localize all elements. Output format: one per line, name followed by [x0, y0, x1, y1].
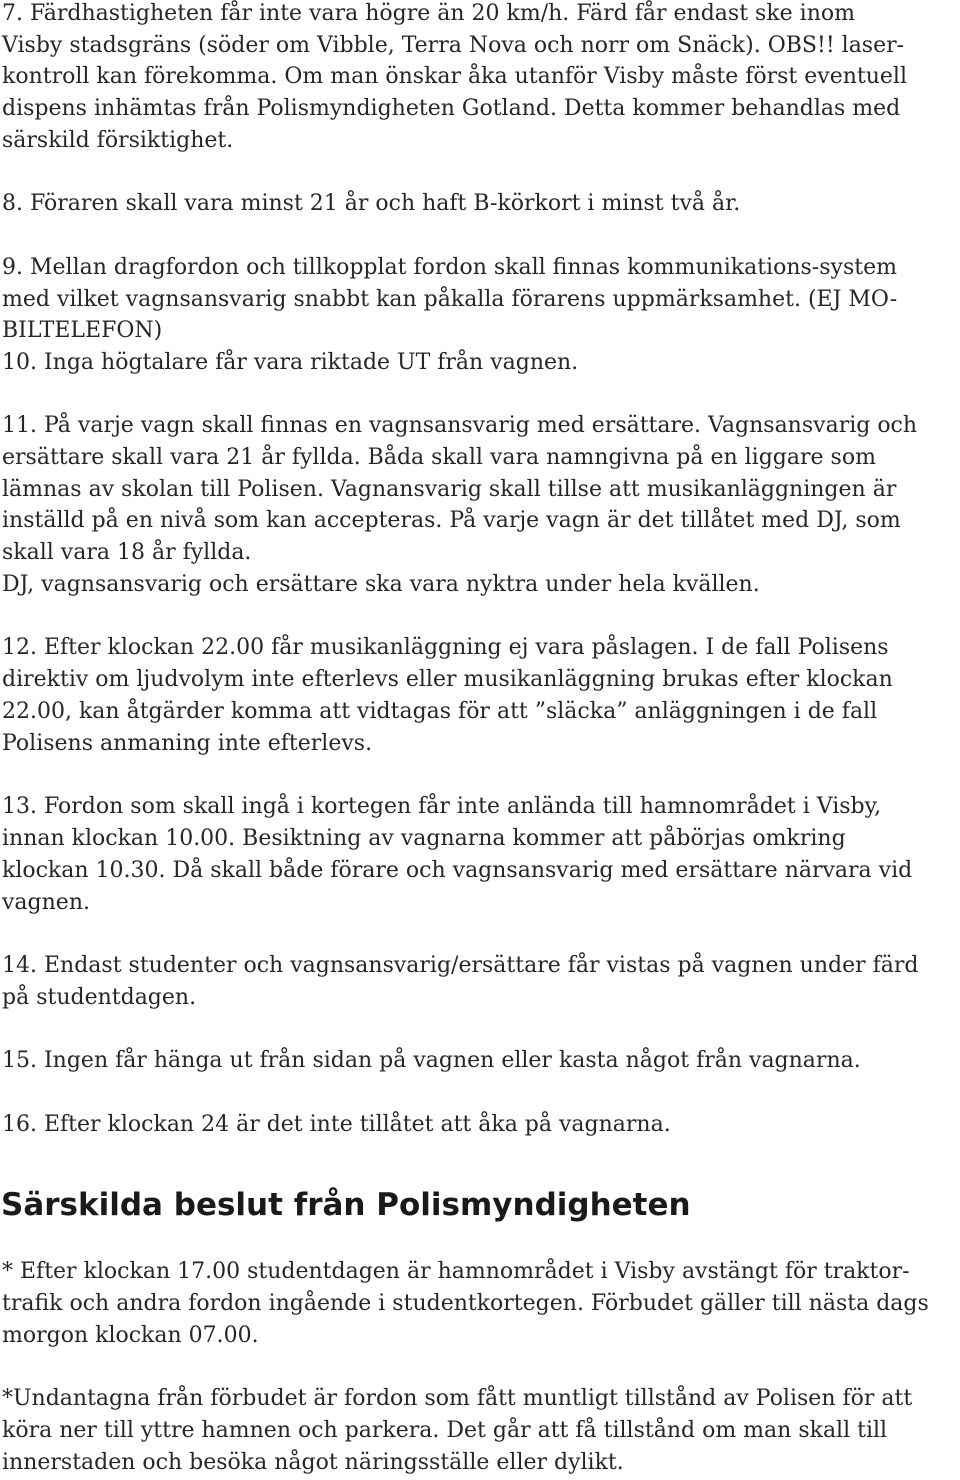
rule-11-line-4: inställd på en nivå som kan accepteras. På varje vagn är det tillåtet med DJ, som: [2, 508, 901, 533]
rule-7-line-5: särskild försiktighet.: [2, 128, 234, 153]
note-2-line-3: innerstaden och besöka något näringsställe eller dylikt.: [2, 1450, 624, 1475]
rule-12-line-3: 22.00, kan åtgärder komma att vidtagas för att ”släcka” anläggningen i de fall: [2, 699, 878, 724]
section-heading: Särskilda beslut från Polismyndigheten: [1, 1187, 691, 1223]
rule-12-line-4: Polisens anmaning inte efterlevs.: [2, 731, 373, 756]
rule-14-line-1: 14. Endast studenter och vagnsansvarig/ersättare får vistas på vagnen under färd: [2, 953, 919, 978]
rule-7-line-1: 7. Färdhastigheten får inte vara högre än 20 km/h. Färd får endast ske inom: [2, 1, 855, 26]
rule-8-line-1: 8. Föraren skall vara minst 21 år och haft B-körkort i minst två år.: [2, 191, 741, 216]
rule-12-line-2: direktiv om ljudvolym inte efterlevs eller musikanläggning brukas efter klockan: [2, 667, 893, 692]
note-1-line-2: trafik och andra fordon ingående i studentkortegen. Förbudet gäller till nästa dags: [2, 1291, 929, 1316]
rule-9-line-3: BILTELEFON): [2, 318, 163, 343]
rule-7-line-2: Visby stadsgräns (söder om Vibble, Terra Nova och norr om Snäck). OBS!! laser-: [2, 33, 905, 58]
rule-11-line-5: skall vara 18 år fyllda.: [2, 540, 252, 565]
note-1-line-3: morgon klockan 07.00.: [2, 1323, 259, 1348]
note-1-line-1: * Efter klockan 17.00 studentdagen är hamnområdet i Visby avstängt för traktor-: [2, 1259, 910, 1284]
rule-7-line-4: dispens inhämtas från Polismyndigheten Gotland. Detta kommer behandlas med: [2, 96, 901, 121]
rule-13-line-3: klockan 10.30. Då skall både förare och vagnsansvarig med ersättare närvara vid: [2, 858, 913, 883]
rule-12-line-1: 12. Efter klockan 22.00 får musikanläggning ej vara påslagen. I de fall Polisens: [2, 635, 889, 660]
rule-9-line-1: 9. Mellan dragfordon och tillkopplat fordon skall finnas kommunikations-system: [2, 255, 897, 280]
rule-11-line-2: ersättare skall vara 21 år fyllda. Båda skall vara namngivna på en liggare som: [2, 445, 876, 470]
rule-13-line-4: vagnen.: [2, 890, 90, 915]
rule-11-line-6: DJ, vagnsansvarig och ersättare ska vara nyktra under hela kvällen.: [2, 572, 760, 597]
rule-13-line-1: 13. Fordon som skall ingå i kortegen får inte anlända till hamnområdet i Visby,: [2, 794, 882, 819]
rule-11-line-1: 11. På varje vagn skall finnas en vagnsansvarig med ersättare. Vagnsansvarig och: [2, 413, 918, 438]
note-2-line-1: *Undantagna från förbudet är fordon som fått muntligt tillstånd av Polisen för att: [2, 1386, 913, 1411]
rule-15-line-1: 15. Ingen får hänga ut från sidan på vagnen eller kasta något från vagnarna.: [2, 1048, 861, 1073]
note-2-line-2: köra ner till yttre hamnen och parkera. Det går att få tillstånd om man skall till: [2, 1418, 888, 1443]
rule-9-line-2: med vilket vagnsansvarig snabbt kan påkalla förarens uppmärksamhet. (EJ MO-: [2, 287, 898, 312]
rule-7-line-3: kontroll kan förekomma. Om man önskar åka utanför Visby måste först eventuell: [2, 64, 908, 89]
rule-10-line-1: 10. Inga högtalare får vara riktade UT från vagnen.: [2, 350, 579, 375]
rule-16-line-1: 16. Efter klockan 24 är det inte tillåtet att åka på vagnarna.: [2, 1112, 671, 1137]
rule-13-line-2: innan klockan 10.00. Besiktning av vagnarna kommer att påbörjas omkring: [2, 826, 846, 851]
rule-14-line-2: på studentdagen.: [2, 985, 197, 1010]
rule-11-line-3: lämnas av skolan till Polisen. Vagnansvarig skall tillse att musikanläggningen är: [2, 477, 897, 502]
